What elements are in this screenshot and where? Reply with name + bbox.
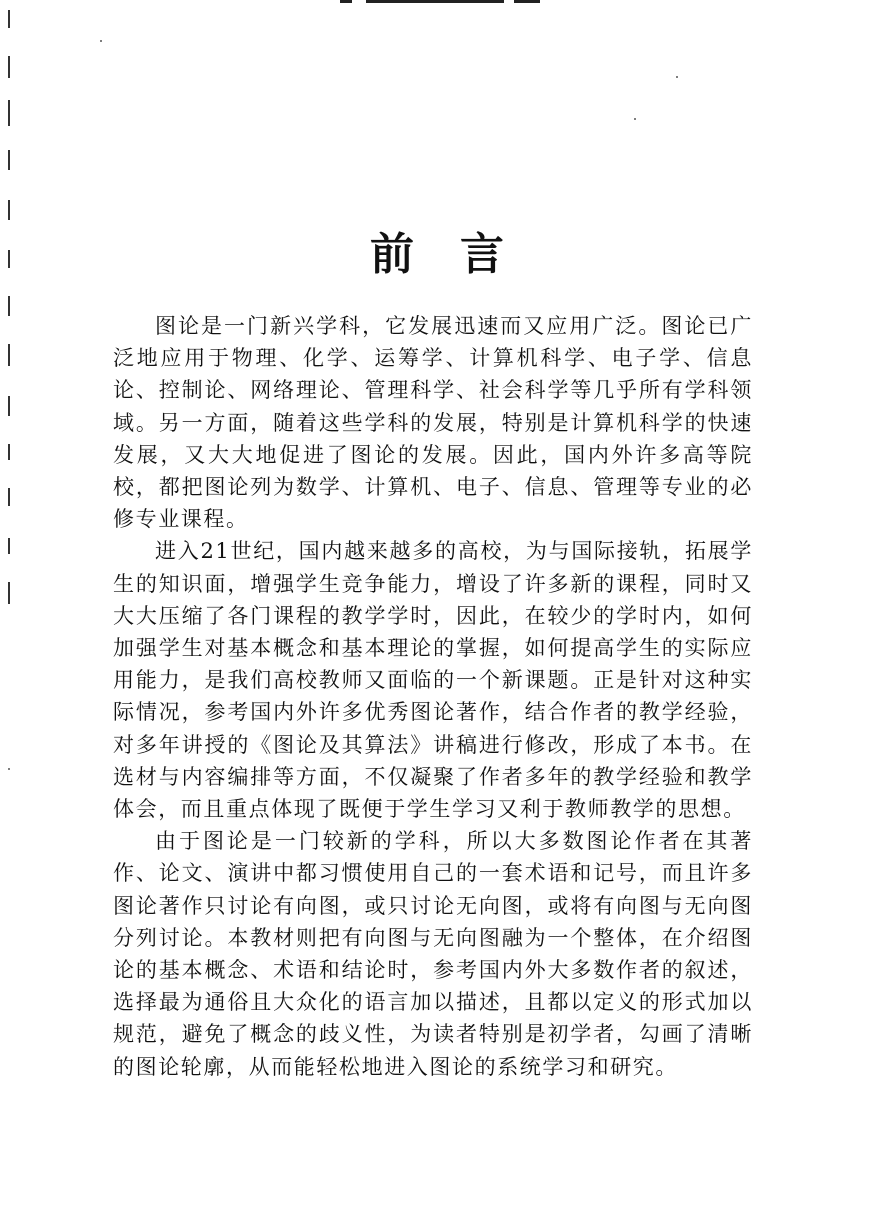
paragraph: 由于图论是一门较新的学科，所以大多数图论作者在其著作、论文、演讲中都习惯使用自己的一套术语和记号，而且许多图论著作只讨论有向图，或只讨论无向图，或将有向图与无向图分列讨论。本教材则把有向图与无向图融为一个整体，在介绍图论的基本概念、术语和结论时，参考国内外大多数作者的叙述，选择最为通俗且大众化的语言加以描述，且都以定义的形式加以规范，避免了概念的歧义性，为读者特别是初学者，勾画了清晰的图论轮廓，从而能轻松地进入图论的系统学习和研究。 <box>113 829 753 1079</box>
binding-edge-mark <box>8 538 10 554</box>
binding-edge-mark <box>8 444 10 460</box>
scan-header-fragment <box>366 0 504 3</box>
binding-edge-mark <box>8 56 10 78</box>
binding-edge-mark <box>8 296 10 316</box>
binding-edge-mark <box>8 200 10 220</box>
binding-edge-mark <box>8 488 10 506</box>
page-title: 前言 <box>370 229 550 281</box>
binding-edge-mark <box>8 344 10 366</box>
scan-header-fragment <box>514 0 540 3</box>
binding-edge-mark <box>8 150 10 170</box>
binding-edge-mark <box>8 100 10 126</box>
paragraph: 进入21世纪，国内越来越多的高校，为与国际接轨，拓展学生的知识面，增强学生竞争能力，增设了许多新的课程，同时又大大压缩了各门课程的教学学时，因此，在较少的学时内，如何加强学生对基本概念和基本理论的掌握，如何提高学生的实际应用能力，是我们高校教师又面临的一个新课题。正是针对这种实际情况，参考国内外许多优秀图论著作，结合作者的教学经验，对多年讲授的《图论及其算法》讲稿进行修改，形成了本书。在选材与内容编排等方面，不仅凝聚了作者多年的教学经验和教学体会，而且重点体现了既便于学生学习又利于教师教学的思想。 <box>113 539 753 822</box>
binding-edge-mark <box>8 582 10 604</box>
binding-edge-mark <box>8 10 10 28</box>
scan-header-fragment <box>340 0 352 3</box>
binding-edge-mark <box>8 396 10 416</box>
preface-body <box>113 310 753 1083</box>
paragraph: 图论是一门新兴学科，它发展迅速而又应用广泛。图论已广泛地应用于物理、化学、运筹学、计算机科学、电子学、信息论、控制论、网络理论、管理科学、社会科学等几乎所有学科领域。另一方面，随着这些学科的发展，特别是计算机科学的快速发展，又大大地促进了图论的发展。因此，国内外许多高等院校，都把图论列为数学、计算机、电子、信息、管理等专业的必修专业课程。 <box>113 314 753 532</box>
